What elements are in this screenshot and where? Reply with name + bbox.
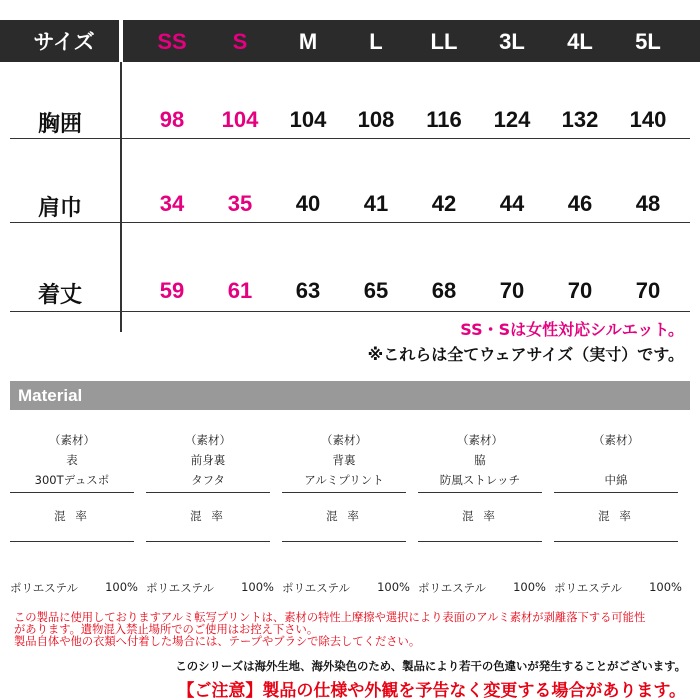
spec-change-notice: 【ご注意】製品の仕様や外観を予告なく変更する場合があります。	[177, 681, 686, 700]
women-fit-note: SS・Sは女性対応シルエット。	[460, 320, 684, 339]
material-head: （素材）	[185, 433, 231, 447]
material-column	[146, 430, 270, 542]
material-column	[418, 430, 542, 542]
fabric-percent: 100%	[105, 580, 138, 594]
material-divider	[282, 541, 406, 542]
material-divider	[418, 541, 542, 542]
material-head: （素材）	[593, 433, 639, 447]
size-cell: 65	[363, 278, 389, 303]
material-column	[282, 430, 406, 542]
size-cell: 61	[227, 278, 253, 303]
fabric-name: ポリエステル	[418, 581, 486, 595]
size-cell: 68	[431, 278, 457, 303]
material-head: （素材）	[49, 433, 95, 447]
fabric-percent: 100%	[649, 580, 682, 594]
size-cell: 108	[357, 107, 395, 132]
material-fabric-row	[282, 580, 410, 596]
row-label: 肩巾	[37, 196, 82, 221]
material-name: 防風ストレッチ	[439, 473, 521, 487]
material-ratio-label: 混 率	[326, 509, 362, 524]
size-header-s: S	[232, 29, 248, 54]
size-cell: 48	[635, 191, 661, 216]
size-cell: 46	[567, 191, 593, 216]
material-name: タフタ	[191, 473, 225, 487]
size-cell: 44	[499, 191, 525, 216]
size-cell: 104	[221, 107, 259, 132]
row-label: 着丈	[37, 283, 82, 308]
size-header-l: L	[369, 29, 383, 54]
material-part	[554, 450, 678, 470]
size-header-m: M	[298, 29, 318, 54]
material-divider	[10, 541, 134, 542]
material-ratio-label: 混 率	[54, 509, 90, 524]
row-label: 胸囲	[37, 112, 82, 137]
material-part: 前身裏	[190, 453, 226, 467]
material-part: 表	[66, 453, 78, 467]
garment-size-note: ※これらは全てウェアサイズ（実寸）です。	[367, 345, 684, 364]
material-fabric-row	[146, 580, 274, 596]
fabric-percent: 100%	[377, 580, 410, 594]
material-fabric-row	[10, 580, 138, 596]
fabric-name: ポリエステル	[146, 581, 214, 595]
size-header-5l: 5L	[635, 29, 661, 54]
size-cell: 98	[159, 107, 185, 132]
series-color-note: このシリーズは海外生地、海外染色のため、製品により若干の色違いが発生することがございます。	[175, 659, 686, 673]
size-cell: 35	[227, 191, 253, 216]
size-cell: 42	[431, 191, 457, 216]
row-divider	[10, 222, 690, 223]
size-header-4l: 4L	[567, 29, 593, 54]
size-header-ll: LL	[430, 29, 458, 54]
warning-line: この製品に使用しておりますアルミ転写プリントは、素材の特性上摩擦や選択により表面のアルミ素材が剥離落下する可能性	[14, 611, 646, 624]
fabric-name: ポリエステル	[10, 581, 78, 595]
size-cell: 140	[629, 107, 667, 132]
material-part: 脇	[474, 453, 486, 467]
row-divider	[10, 311, 690, 312]
warning-line: があります。遺物混入禁止場所でのご使用はお控え下さい。	[14, 623, 319, 636]
size-header-3l: 3L	[499, 29, 525, 54]
material-ratio-label: 混 率	[598, 509, 634, 524]
material-head: （素材）	[457, 433, 503, 447]
label-column-divider	[120, 62, 122, 332]
material-title-bar: Material	[10, 381, 690, 410]
material-name: アルミプリント	[304, 473, 384, 487]
row-divider	[10, 138, 690, 139]
material-fabric-row	[554, 580, 682, 596]
size-cell: 63	[295, 278, 321, 303]
material-head: （素材）	[321, 433, 367, 447]
header-divider	[119, 20, 123, 62]
size-cell: 40	[295, 191, 321, 216]
size-cell: 34	[159, 191, 185, 216]
fabric-name: ポリエステル	[554, 581, 622, 595]
size-cell: 104	[289, 107, 327, 132]
size-cell: 41	[363, 191, 389, 216]
fabric-percent: 100%	[241, 580, 274, 594]
material-part: 背裏	[332, 453, 356, 467]
material-divider	[146, 541, 270, 542]
fabric-percent: 100%	[513, 580, 546, 594]
size-cell: 124	[493, 107, 531, 132]
material-name: 300Tデュスポ	[34, 473, 110, 487]
size-cell: 70	[635, 278, 661, 303]
fabric-name: ポリエステル	[282, 581, 350, 595]
size-table	[0, 20, 700, 308]
size-cell: 59	[159, 278, 185, 303]
size-header-row	[0, 20, 700, 62]
size-cell: 132	[561, 107, 599, 132]
aluminum-print-warning	[14, 612, 694, 648]
warning-line: 製品自体や他の衣類へ付着した場合には、テープやブラシで除去してください。	[14, 635, 421, 648]
material-ratio-label: 混 率	[190, 509, 226, 524]
size-cell: 116	[426, 107, 462, 132]
material-name: 中綿	[604, 473, 628, 487]
material-column	[10, 430, 134, 542]
material-ratio-label: 混 率	[462, 509, 498, 524]
size-cell: 70	[567, 278, 593, 303]
material-column	[554, 430, 678, 542]
size-header-label: サイズ	[33, 30, 95, 54]
size-cell: 70	[499, 278, 525, 303]
material-fabric-row	[418, 580, 546, 596]
material-divider	[554, 541, 678, 542]
size-header-ss: SS	[157, 29, 187, 54]
